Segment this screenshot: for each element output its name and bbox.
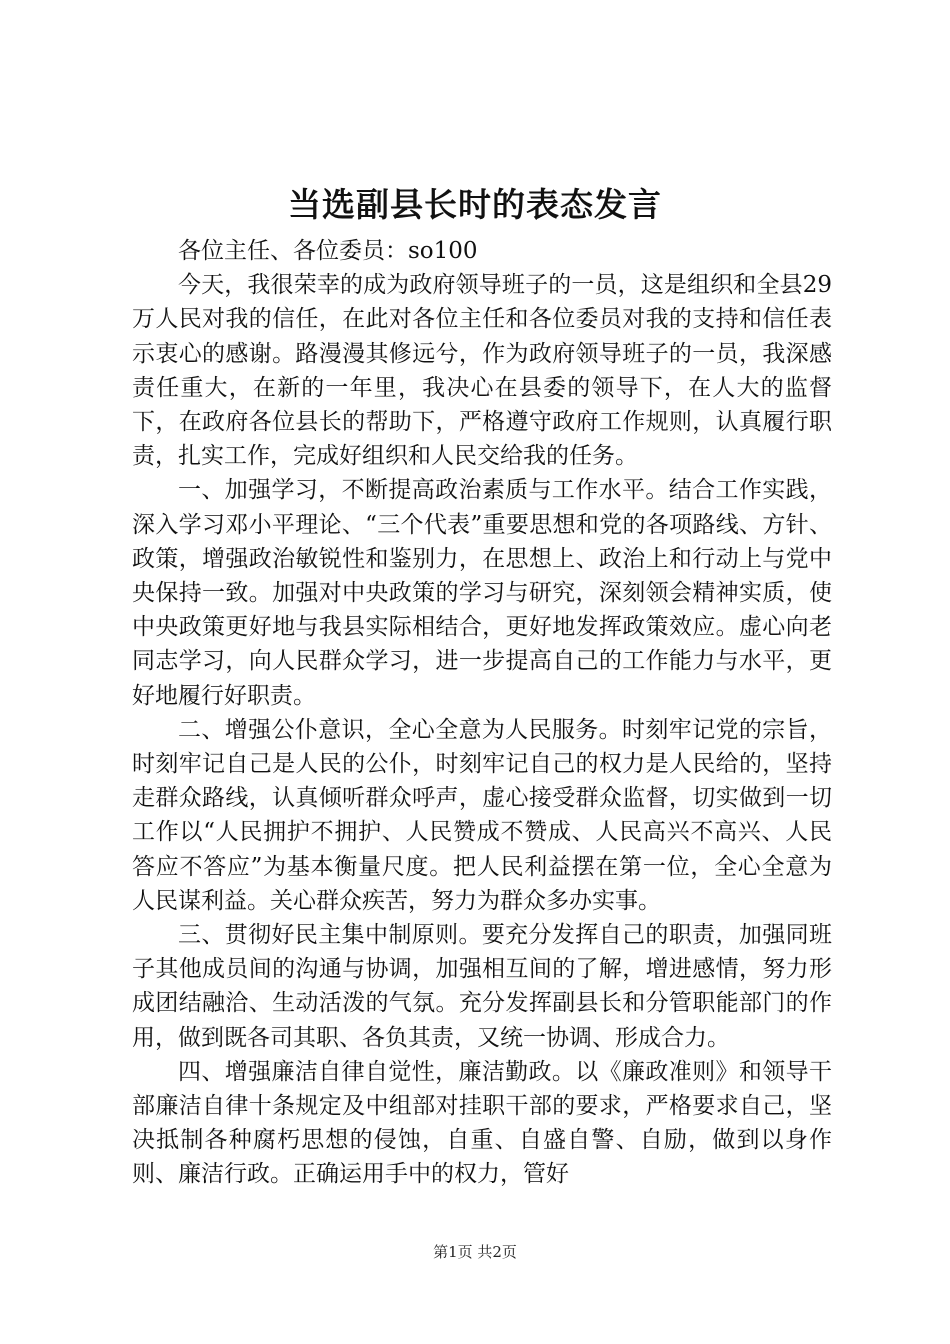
paragraph-point-three: 三、贯彻好民主集中制原则。要充分发挥自己的职责，加强同班子其他成员间的沟通与协调，加强相互间的了解，增进感情，努力形成团结融洽、生动活泼的气氛。充分发挥副县长和分管职能部门的作用，做到既各司其职、各负其责，又统一协调、形成合力。: [132, 922, 832, 1051]
paragraph-point-two: 二、增强公仆意识，全心全意为人民服务。时刻牢记党的宗旨，时刻牢记自己是人民的公仆，时刻牢记自己的权力是人民给的，坚持走群众路线，认真倾听群众呼声，虚心接受群众监督，切实做到一切工作以“人民拥护不拥护、人民赞成不赞成、人民高兴不高兴、人民答应不答应”为基本衡量尺度。把人民利益摆在第一位，全心全意为人民谋利益。关心群众疾苦，努力为群众多办实事。: [132, 716, 832, 914]
paragraph-point-four: 四、增强廉洁自律自觉性，廉洁勤政。以《廉政准则》和领导干部廉洁自律十条规定及中组部对挂职干部的要求，严格要求自己，坚决抵制各种腐朽思想的侵蚀，自重、自盛自警、自励，做到以身作则、廉洁行政。正确运用手中的权力，管好: [132, 1058, 832, 1188]
salutation: 各位主任、各位委员：so100: [178, 238, 478, 264]
document-body: [132, 234, 832, 1192]
paragraph-point-one: 一、加强学习，不断提高政治素质与工作水平。结合工作实践，深入学习邓小平理论、“三个代表”重要思想和党的各项路线、方针、政策，增强政治敏锐性和鉴别力，在思想上、政治上和行动上与党中央保持一致。加强对中央政策的学习与研究，深刻领会精神实质，使中央政策更好地与我县实际相结合，更好地发挥政策效应。虚心向老同志学习，向人民群众学习，进一步提高自己的工作能力与水平，更好地履行好职责。: [132, 477, 832, 709]
page-footer: 第1页 共2页: [433, 1243, 517, 1261]
document-title: 当选副县长时的表态发言: [288, 185, 662, 224]
paragraph-intro: 今天，我很荣幸的成为政府领导班子的一员，这是组织和全县29万人民对我的信任，在此对各位主任和各位委员对我的支持和信任表示衷心的感谢。路漫漫其修远兮，作为政府领导班子的一员，我深感责任重大，在新的一年里，我决心在县委的领导下，在人大的监督下，在政府各位县长的帮助下，严格遵守政府工作规则，认真履行职责，扎实工作，完成好组织和人民交给我的任务。: [132, 272, 832, 470]
